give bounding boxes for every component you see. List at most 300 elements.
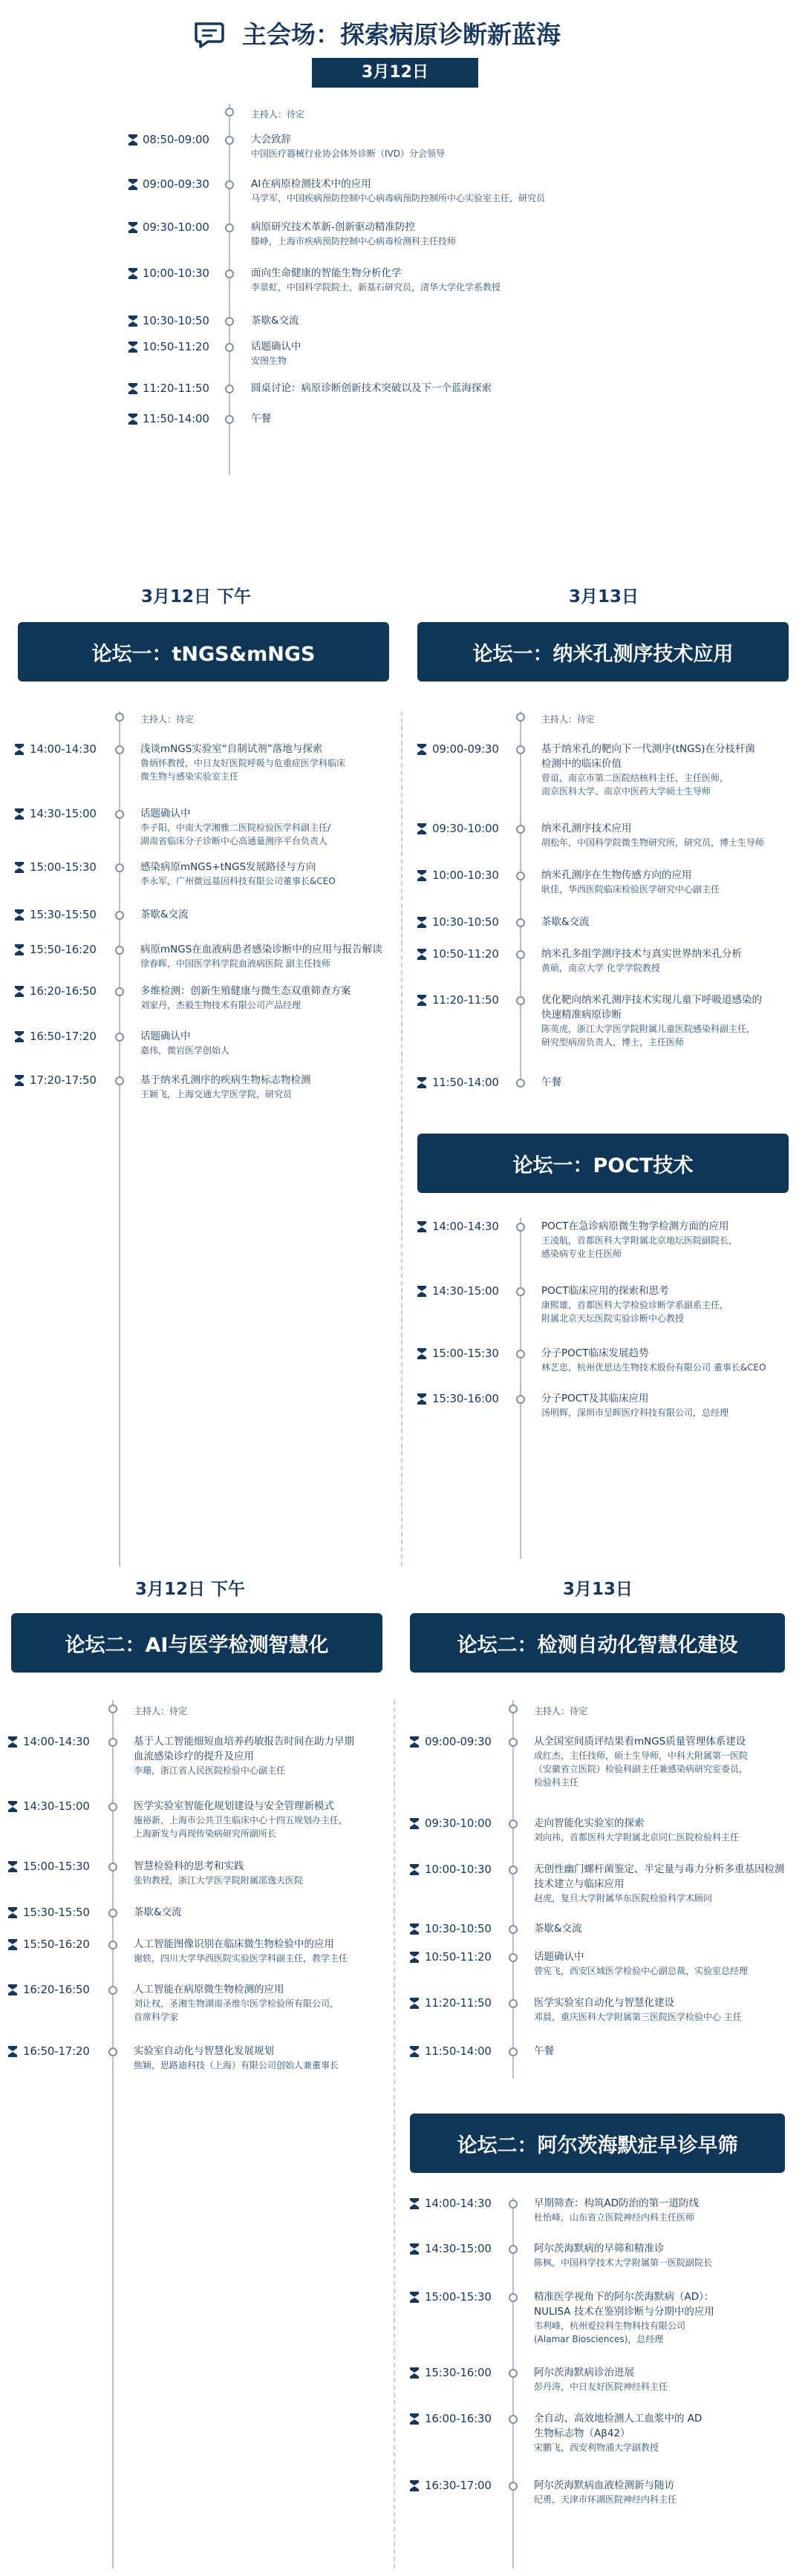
forum1_right-host-dot [516,713,525,722]
session-time: 10:30-10:50 [432,915,499,929]
hourglass-icon [417,823,426,834]
session-entry [140,860,336,888]
timeline-dot [108,1909,117,1918]
session-title: POCT临床应用的探索和思考 [541,1285,669,1297]
hourglass-icon [8,1736,17,1748]
forum2_left-timeline [112,1700,114,2569]
session-speaker: 南京医科大学、南京中医药大学硕士生导师 [541,786,711,797]
session-speaker: 滕峥，上海市疾病预防控制中心病毒检测科主任技师 [251,236,457,246]
main-date-badge: 3月12日 [312,58,478,88]
header-host: 主持人：待定 [251,109,305,120]
session-title: 话题确认中 [251,341,301,353]
hourglass-icon [410,2198,419,2209]
hourglass-icon [417,917,426,928]
timeline-dot [225,343,234,352]
timeline-dot [516,1287,525,1296]
hourglass-icon [15,909,24,921]
session-title: 圆桌讨论：病原诊断创新技术突破以及下一个蓝海探索 [251,382,492,394]
hourglass-icon [15,862,24,873]
hourglass-icon [410,1998,419,2009]
hourglass-icon [410,1736,419,1748]
session-entry [251,220,456,248]
timeline-dot [108,1986,117,1995]
timeline-dot [115,745,124,754]
session-entry [251,313,299,328]
session-entry [251,381,492,396]
session-time: 10:00-10:30 [143,267,209,280]
session-time: 14:00-14:30 [425,2197,492,2210]
timeline-dot [225,136,234,145]
forum1_left-divider [401,711,402,1566]
timeline-dot [108,1941,117,1949]
session-title: 阿尔茨海默病诊治进展 [534,2367,634,2379]
hourglass-icon [15,1031,24,1042]
session-title: 茶歇&交流 [251,315,299,327]
session-title: 感染病原mNGS+tNGS发展路径与方向 [140,861,316,873]
session-entry [534,2196,699,2224]
hourglass-icon [410,2243,419,2255]
session-title: 话题确认中 [140,808,191,820]
session-speaker: 施裕新，上海市公共卫生临床中心十四五规划办主任， [134,1815,348,1825]
session-title: 阿尔茨海默病的早筛和精准诊 [534,2243,665,2255]
session-title-cont: NULISA 技术在鉴别诊断与分期中的应用 [534,2306,714,2318]
hourglass-icon [410,1923,419,1935]
session-entry [534,2241,712,2269]
session-speaker: 李景虹，中国科学院院士，新基石研究员，清华大学化学系教授 [251,282,501,292]
hourglass-icon [8,2046,17,2057]
session-time: 15:30-15:50 [30,908,97,921]
hourglass-icon [417,1077,426,1088]
session-entry [541,1284,728,1325]
hourglass-icon [410,1864,419,1875]
hourglass-icon [128,413,137,425]
session-speaker: （安徽省立医院）检验科副主任兼感染病研究室委员， [534,1764,749,1774]
session-title: 午餐 [534,2045,554,2057]
session-time: 09:00-09:30 [425,1735,492,1748]
session-title: 阿尔茨海默病血液检测新与随访 [534,2479,674,2491]
session-speaker: 上海新发与再现传染病研究所副所长 [134,1828,277,1839]
session-time: 11:50-14:00 [425,2044,492,2058]
timeline-dot [516,918,525,927]
timeline-dot [509,1820,518,1828]
session-entry [534,1949,748,1978]
session-title: 茶歇&交流 [534,1923,582,1935]
session-title-cont: 快速精准病原诊断 [541,1009,622,1021]
session-title: POCT在急诊病原微生物学检测方面的应用 [541,1220,729,1232]
session-time: 11:50-14:00 [143,412,209,425]
timeline-dot [225,180,234,189]
session-entry [534,2411,702,2454]
timeline-dot [516,872,525,880]
session-speaker: 检验科主任 [534,1777,579,1788]
session-title: 优化靶向纳米孔测序技术实现儿童下呼吸道感染的 [541,994,762,1006]
session-speaker: 曾谊，南京市第二医院结核科主任，主任医师， [541,773,729,783]
timeline-dot [115,946,124,955]
session-title: 无创性幽门螺杆菌鉴定、半定量与毒力分析多重基因检测 [534,1863,785,1875]
session-entry [541,993,762,1049]
header-host-dot [225,108,234,117]
timeline-dot [516,745,525,754]
forum2_left-host-dot [108,1704,117,1713]
session-title: 茶歇&交流 [541,916,590,928]
timeline-dot [509,2293,518,2302]
session-title: 午餐 [251,413,271,425]
session-title: 全自动、高效地检测人工血浆中的 AD [534,2413,702,2425]
session-time: 10:50-11:20 [143,340,209,353]
session-entry [541,1075,561,1090]
session-title-cont: 技术建立与临床应用 [534,1878,625,1890]
session-speaker: 张钧教授，浙江大学医学院附属邵逸夫医院 [134,1875,304,1886]
timeline-dot [509,2047,518,2056]
session-entry [534,2044,554,2059]
hourglass-icon [128,383,137,394]
session-speaker: 湖南省临床分子诊断中心高通量测序平台负责人 [140,836,328,846]
session-title: 人工智能在病原微生物检测的应用 [134,1984,284,1995]
timeline-dot [509,1953,518,1962]
session-entry [140,1029,229,1057]
page-title: 主会场：探索病原诊断新蓝海 [242,20,561,49]
section-date-label: 3月13日 [569,587,639,607]
session-speaker: 中国医疗器械行业协会体外诊断（IVD）分会领导 [251,148,445,159]
session-speaker: 林艺忠，杭州优思达生物技术股份有限公司 董事长&CEO [541,1362,766,1373]
session-time: 09:30-10:00 [425,1817,492,1830]
session-time: 15:00-15:30 [432,1347,499,1360]
timeline-dot [108,1863,117,1871]
chat-bubble-icon [193,21,226,49]
hourglass-icon [410,2413,419,2425]
session-speaker: 曾宪飞，西安区域医学检验中心副总裁，实验室总经理 [534,1966,749,1976]
session-time: 16:50-17:20 [23,2044,90,2058]
session-speaker: 首席科学家 [134,2012,179,2022]
session-time: 15:30-15:50 [23,1906,90,1919]
session-speaker: 安图生物 [251,356,287,366]
timeline-dot [225,415,234,424]
session-time: 15:30-16:00 [425,2366,492,2379]
session-title: 分子POCT临床发展趋势 [541,1347,649,1359]
timeline-dot [516,950,525,959]
timeline-dot [509,2482,518,2491]
timeline-dot [115,1076,124,1085]
hourglass-icon [410,1818,419,1829]
timeline-dot [115,810,124,819]
session-entry [251,411,271,426]
hourglass-icon [417,1393,426,1405]
hourglass-icon [15,744,24,755]
timeline-dot [108,2047,117,2056]
session-title: 早期筛查：构筑AD防治的第一道防线 [534,2197,700,2209]
session-time: 14:00-14:30 [23,1735,90,1748]
hourglass-icon [417,949,426,960]
session-time: 17:20-17:50 [30,1073,97,1087]
session-entry [140,806,330,848]
timeline-dot [115,863,124,872]
session-speaker: 鲁炳怀教授，中日友好医院呼吸与危重症医学科临床 [140,758,346,768]
session-entry [534,2289,714,2346]
session-entry [134,1905,182,1920]
session-time: 09:30-10:00 [432,822,499,835]
forum2_right-host: 主持人：待定 [534,1706,588,1716]
session-time: 14:30-15:00 [425,2242,492,2255]
timeline-dot [108,1738,117,1747]
session-entry [251,177,545,205]
session-speaker: 李子阳，中南大学湘雅二医院检验医学科副主任/ [140,823,331,833]
session-time: 10:30-10:50 [143,314,209,327]
timeline-dot [115,1033,124,1042]
timeline-dot [108,1802,117,1811]
session-title: 病原mNGS在血液病患者感染诊断中的应用与报告解读 [140,944,382,955]
alz-title-box: 论坛二：阿尔茨海默症早诊早筛 [410,2114,785,2173]
session-time: 16:30-17:00 [425,2479,492,2492]
timeline-dot [115,911,124,920]
timeline-dot [516,1223,525,1232]
session-title-cont: 检测中的临床价值 [541,758,622,770]
session-time: 15:00-15:30 [30,860,97,874]
session-speaker: 研究型病房负责人，博士，主任医师 [541,1037,685,1047]
session-time: 15:30-16:00 [432,1392,499,1405]
session-entry [534,1816,739,1844]
poct-timeline [520,1217,521,1559]
session-title-cont: 生物标志物（Aβ42） [534,2428,630,2439]
session-entry [251,339,301,367]
session-entry [534,2478,677,2506]
session-title: 医学实验室智能化规划建设与安全管理新模式 [134,1800,334,1812]
session-title: 面向生命健康的智能生物分析化学 [251,267,402,279]
session-speaker: 马学军，中国疾病预防控制中心病毒病预防控制所中心实验室主任，研究员 [251,193,546,203]
session-time: 15:00-15:30 [425,2290,492,2304]
session-entry [134,2044,339,2072]
section-date-label: 3月13日 [563,1580,633,1599]
timeline-dot [516,825,525,834]
timeline-dot [516,996,525,1005]
timeline-dot [509,2245,518,2254]
timeline-dot [509,2415,518,2424]
timeline-dot [509,1925,518,1934]
hourglass-icon [417,995,426,1006]
session-speaker: 胡松年，中国科学院微生物研究所，研究员，博士生导师 [541,837,765,848]
hourglass-icon [410,2046,419,2057]
session-time: 11:50-14:00 [432,1076,499,1089]
timeline-dot [516,1079,525,1088]
session-speaker: 邓晨，重庆医科大学附属第三医院医学检验中心 主任 [534,2012,742,2022]
hourglass-icon [128,134,137,146]
hourglass-icon [15,944,24,955]
session-title: 茶歇&交流 [140,909,189,921]
forum2_left-divider [394,1700,395,2569]
session-speaker: 宋鹏飞，西安利物浦大学副教授 [534,2442,659,2453]
forum1_left-host-dot [115,713,124,722]
session-entry [140,742,345,783]
main-header [0,16,802,55]
timeline-dot [225,317,234,326]
session-time: 16:50-17:20 [30,1030,97,1043]
hourglass-icon [8,1801,17,1812]
session-title: 人工智能图像识别在临床微生物检验中的应用 [134,1938,334,1950]
session-entry [140,942,382,970]
session-speaker: 陈英虎，浙江大学医学院附属儿童医院感染科副主任， [541,1024,756,1034]
forum2_right-timeline [512,1700,514,2079]
session-speaker: 耿佳，华西医院临床检验医学研究中心副主任 [541,884,720,895]
session-time: 11:20-11:50 [425,1996,492,2010]
session-entry [134,1937,348,1965]
timeline-dot [509,1999,518,2008]
session-title: AI在病原检测技术中的应用 [251,178,371,190]
hourglass-icon [128,316,137,327]
session-entry [251,132,445,160]
forum1_left-host: 主持人：待定 [140,714,195,725]
timeline-dot [225,223,234,232]
forum1_left-timeline [119,711,120,1566]
session-time: 10:00-10:30 [432,869,499,882]
hourglass-icon [128,222,137,233]
hourglass-icon [15,1075,24,1086]
hourglass-icon [8,1939,17,1950]
session-speaker: 刘家丹，杰毅生物技术有限公司产品经理 [140,1000,301,1010]
session-title: 茶歇&交流 [134,1906,182,1918]
session-speaker: 彭丹涛，中日友好医院神经科主任 [534,2382,668,2392]
session-entry [140,1073,311,1101]
forum2_left-title-box: 论坛二：AI与医学检测智慧化 [11,1613,382,1673]
session-title: 纳米孔测序技术应用 [541,823,632,834]
forum1_right-title-box: 论坛一：纳米孔测序技术应用 [417,622,789,681]
session-entry [541,868,720,896]
session-entry [134,1982,339,2024]
hourglass-icon [410,1952,419,1963]
session-entry [541,1346,766,1374]
session-entry [541,1219,737,1261]
session-speaker: 康熙雄，首都医科大学检验诊断学系副系主任， [541,1300,729,1310]
session-time: 09:30-10:00 [143,220,209,234]
session-time: 10:00-10:30 [425,1863,492,1876]
session-time: 08:50-09:00 [143,133,209,146]
session-entry [251,266,501,294]
hourglass-icon [417,744,426,755]
hourglass-icon [128,179,137,190]
timeline-dot [516,1350,525,1359]
session-speaker: 谢轶，四川大学华西医院实验医学科副主任，教学主任 [134,1953,348,1964]
session-speaker: 刘向祎，首都医科大学附属北京同仁医院检验科主任 [534,1832,740,1843]
hourglass-icon [15,808,24,820]
session-speaker: 感染病专业主任医师 [541,1249,622,1259]
timeline-dot [516,1395,525,1404]
section-date-label: 3月12日 下午 [141,587,252,607]
hourglass-icon [410,2480,419,2491]
timeline-dot [115,987,124,996]
session-title: 实验室自动化与智慧化发展规划 [134,2045,274,2057]
session-entry [534,1995,742,2024]
session-entry [140,984,351,1012]
session-entry [541,821,764,849]
session-time: 16:00-16:30 [425,2412,492,2425]
session-title-cont: 血流感染诊疗的提升及应用 [134,1750,254,1762]
forum2_right-host-dot [509,1704,518,1713]
session-entry [134,1859,303,1887]
session-speaker: 李珊，浙江省人民医院检验中心副主任 [134,1765,286,1776]
session-title: 走向智能化实验室的探索 [534,1817,645,1829]
session-speaker: (Alamar Biosciences)，总经理 [534,2334,664,2344]
session-time: 16:20-16:50 [23,1983,90,1996]
session-title: 多维检测：创新生殖健康与微生态双重筛查方案 [140,985,351,997]
forum2_left-host: 主持人：待定 [134,1706,188,1716]
session-entry [534,1734,748,1789]
timeline-dot [509,2200,518,2209]
session-time: 10:50-11:20 [425,1950,492,1964]
session-time: 10:50-11:20 [432,947,499,961]
hourglass-icon [128,268,137,279]
session-title: 话题确认中 [140,1030,191,1042]
hourglass-icon [410,2367,419,2379]
session-time: 11:20-11:50 [143,382,209,395]
session-speaker: 杜怡峰，山东省立医院神经内科主任医师 [534,2212,695,2223]
session-time: 11:20-11:50 [432,993,499,1007]
session-entry [541,1391,728,1419]
session-entry [534,1862,785,1905]
session-entry [534,1921,582,1936]
hourglass-icon [15,986,24,997]
forum1_right-host: 主持人：待定 [541,714,596,725]
session-speaker: 刘让权，圣湘生物湖南圣维尔医学检验所有限公司， [134,1998,339,2009]
hourglass-icon [417,1286,426,1297]
session-time: 15:00-15:30 [23,1860,90,1873]
session-title: 话题确认中 [534,1951,584,1963]
session-entry [134,1734,354,1777]
session-speaker: 韦利峰，杭州爱拉科生物科技有限公司 [534,2321,686,2331]
session-speaker: 纪勇，天津市环湖医院神经内科主任 [534,2494,677,2505]
session-speaker: 汤明辉，深圳市呈晖医疗科技有限公司，总经理 [541,1408,729,1418]
session-time: 14:30-15:00 [30,807,97,820]
session-speaker: 附属北京天坛医院实验诊断中心教授 [541,1313,685,1324]
session-entry [134,1799,348,1840]
session-title: 医学实验室自动化与智慧化建设 [534,1997,674,2009]
timeline-dot [509,1738,518,1747]
forum1_left-title-box: 论坛一：tNGS&mNGS [18,622,389,681]
session-speaker: 成红杰，主任技师，硕士生导师，中科大附属第一医院 [534,1750,749,1761]
hourglass-icon [8,1984,17,1995]
hourglass-icon [8,1907,17,1918]
hourglass-icon [417,1348,426,1359]
hourglass-icon [128,341,137,353]
timeline-dot [225,269,234,278]
hourglass-icon [410,2292,419,2303]
session-time: 15:50-16:20 [23,1938,90,1951]
session-time: 15:50-16:20 [30,943,97,956]
session-time: 14:00-14:30 [30,742,97,756]
session-speaker: 嘉伟，微岩医学创始人 [140,1045,230,1056]
session-title: 纳米孔测序在生物传感方向的应用 [541,869,692,881]
hourglass-icon [8,1861,17,1872]
hourglass-icon [417,870,426,881]
session-title: 大会致辞 [251,134,291,146]
session-title: 基于纳米孔的靶向下一代测序(tNGS)在分枝杆菌 [541,743,755,755]
session-title: 纳米孔多组学测序技术与真实世界纳米孔分析 [541,948,742,960]
session-speaker: 熊颖，思路迪科技（上海）有限公司创始人兼董事长 [134,2060,339,2070]
session-time: 14:30-15:00 [432,1284,499,1298]
session-title: 智慧检验科的思考和实践 [134,1860,244,1872]
session-entry [541,915,590,929]
session-time: 14:30-15:00 [23,1799,90,1813]
hourglass-icon [417,1221,426,1232]
session-speaker: 黄硕，南京大学 化学学院教授 [541,963,660,973]
session-time: 16:20-16:50 [30,984,97,998]
session-title: 精准医学视角下的阿尔茨海默病（AD）： [534,2291,714,2303]
session-time: 14:00-14:30 [432,1220,499,1233]
poct-title-box: 论坛一：POCT技术 [417,1134,789,1193]
session-title: 午餐 [541,1076,561,1088]
session-speaker: 徐春晖，中国医学科学院血液病医院 副主任技师 [140,958,330,969]
session-title: 病原研究技术革新-创新驱动精准防控 [251,221,415,233]
session-title: 基于纳米孔测序的疾病生物标志物检测 [140,1074,311,1086]
session-title: 从全国室间质评结果看mNGS质量管理体系建设 [534,1736,746,1748]
timeline-dot [509,2369,518,2378]
